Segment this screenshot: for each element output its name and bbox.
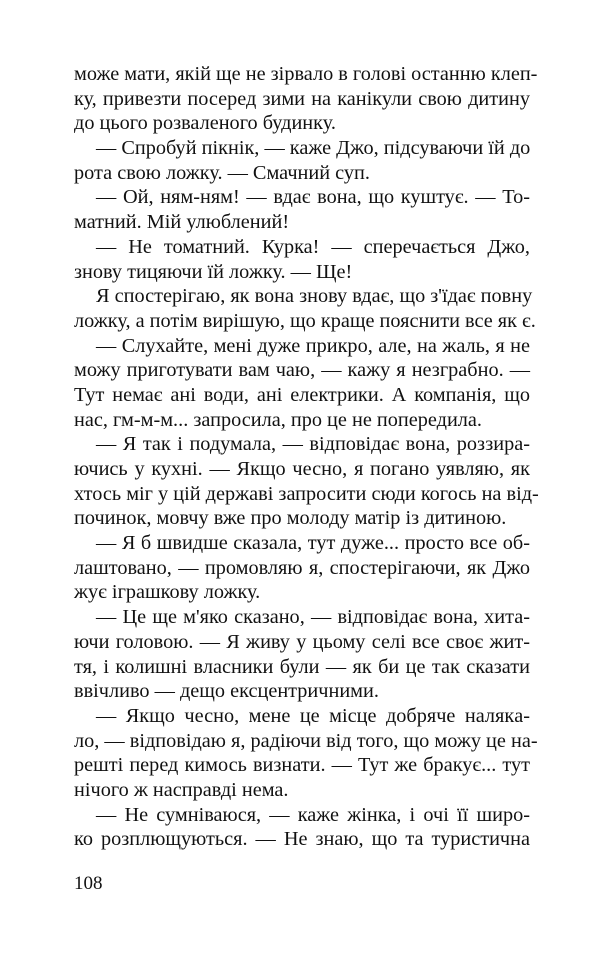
text-line: ючись у кухні. — Якщо чесно, я погано уявляю, як [74,458,530,480]
text-line: матний. Мій улюблений! [74,211,290,234]
text-line: нічого ж насправді нема. [74,778,289,801]
text-line: до цього розваленого будинку. [74,112,336,135]
text-line: тя, і колишні власники були — як би це так сказати [74,655,530,678]
text-line: ко розплющуються. — Не знаю, що та туристична [74,828,530,851]
text-line: Тут немає ані води, ані електрики. А компанія, що [74,383,530,406]
text-line: може мати, якій ще не зірвало в голові останню клеп- [74,63,538,85]
text-line: починок, мовчу вже про молоду матір із дитиною. [74,507,507,530]
text-line: можу приготувати вам чаю, — кажу я незграбно. — [74,359,530,382]
text-line: лаштовано, — промовляю я, спостерігаючи, як Джо [74,556,530,579]
text-line: Я спостерігаю, як вона знову вдає, що з'їдає повну [96,285,533,308]
text-line: — Не томатний. Курка! — сперечається Джо, [96,235,530,258]
page-number: 108 [74,873,103,894]
text-line: ку, привезти посеред зими на канікули свою дитину [74,87,530,110]
text-line: — Це ще м'яко сказано, — відповідає вона, хита- [96,606,530,629]
text-line: хтось міг у цій державі запросити сюди когось на від- [74,482,539,505]
text-line: ючи головою. — Я живу у цьому селі все своє жит- [74,630,530,653]
text-line: — Ой, ням-ням! — вдає вона, що куштує. — То- [96,186,530,209]
text-line: нас, гм-м-м... запросила, про це не попередила. [74,408,482,431]
text-line: решті перед кимось визнати. — Тут же бракує... тут [74,754,530,777]
text-line: — Спробуй пікнік, — каже Джо, підсуваючи їй до [96,137,531,160]
text-line: ложку, а потім вирішую, що краще пояснити все як є. [74,309,536,332]
text-line: — Я б швидше сказала, тут дуже... просто все об- [96,532,530,555]
text-line: — Я так і подумала, — відповідає вона, роззира- [96,433,530,456]
text-line: рота свою ложку. — Смачний суп. [74,161,370,184]
text-line: — Слухайте, мені дуже прикро, але, на жаль, я не [96,334,530,357]
text-line: ло, — відповідаю я, радіючи від того, що можу це на- [74,729,538,752]
text-line: — Не сумніваюся, — каже жінка, і очі її широ- [96,803,530,826]
text-line: — Якщо чесно, мене це місце добряче налякa- [96,704,530,727]
text-line: ввічливо — дещо ексцентричними. [74,680,379,703]
body-text [74,62,539,852]
text-line: жує іграшкову ложку. [74,581,261,604]
text-line: знову тицяючи їй ложку. — Ще! [74,260,353,283]
